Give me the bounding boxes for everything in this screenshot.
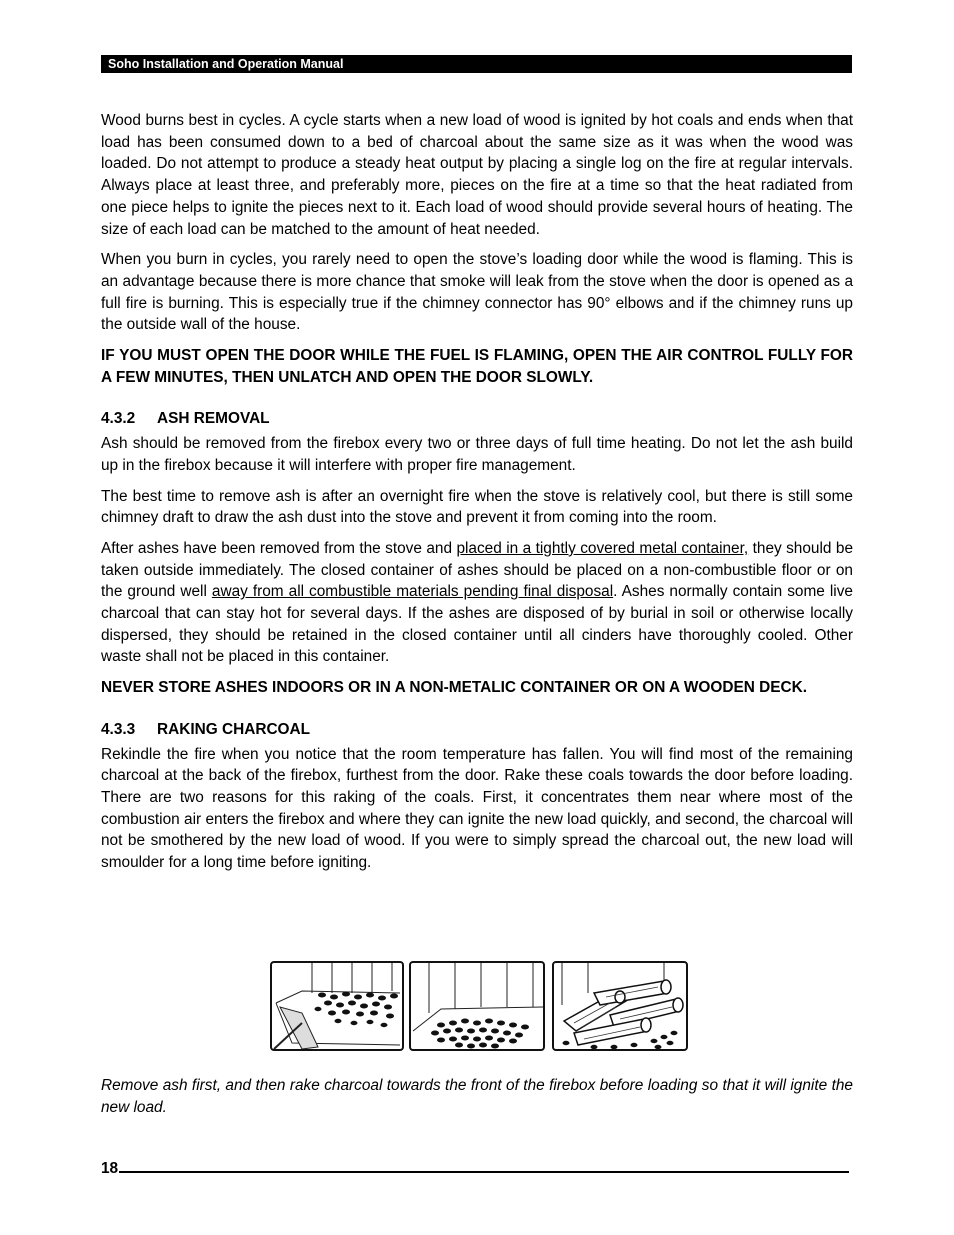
- text-run: . Ashes normally contain some live charcoal that can stay hot for several days. If the ashes are disposed of by burial in soil or otherwise locally dispersed, they should be retained in the closed container until all cinders have thoroughly cooled. Other waste shall not be placed in this container.: [101, 583, 853, 666]
- figure-ash-removal: [270, 961, 404, 1051]
- text-run: After ashes have been removed from the stove and: [101, 539, 457, 557]
- figure-new-load: [552, 961, 688, 1051]
- underlined-text: away from all combustible materials pending final disposal: [211, 583, 614, 601]
- warning-open-door: IF YOU MUST OPEN THE DOOR WHILE THE FUEL IS FLAMING, OPEN THE AIR CONTROL FULLY FOR A FEW MINUTES, THEN UNLATCH AND OPEN THE DOOR SLOWLY.: [101, 347, 853, 386]
- figure-raked-charcoal: [409, 961, 545, 1051]
- manual-title: Soho Installation and Operation Manual: [108, 57, 344, 71]
- heading-raking-charcoal: [101, 719, 853, 741]
- paragraph-burn-cycles: When you burn in cycles, you rarely need to open the stove’s loading door while the wood is flaming. This is an advantage because there is more chance that smoke will leak from the stove when the door is opened as a full fire is burning. This is especially true if the chimney connector has 90° elbows and if the chimney runs up the outside wall of the house.: [101, 251, 853, 334]
- heading-ash-removal: [101, 408, 853, 430]
- warning-ash-storage: NEVER STORE ASHES INDOORS OR IN A NON-METALIC CONTAINER OR ON A WOODEN DECK.: [101, 679, 807, 697]
- firebox-illustrations: [270, 961, 690, 1053]
- paragraph-ash-best-time: The best time to remove ash is after an overnight fire when the stove is relatively cool, but there is still some chimney draft to draw the ash dust into the stove and prevent it from coming into the room.: [101, 487, 853, 527]
- footer-rule: [119, 1157, 849, 1173]
- paragraph-raking: Rekindle the fire when you notice that the room temperature has fallen. You will find most of the remaining charcoal at the back of the firebox, furthest from the door. Rake these coals towards the door before loading. There are two reasons for this raking of the coals. First, it concentrates them near where most of the combustion air enters the firebox and where they can ignite the new load quickly, and second, the charcoal will not be smothered by the new load of wood. If you were to simply spread the charcoal out, the new load will smoulder for a long time before igniting.: [101, 745, 853, 872]
- page-number: 18: [101, 1160, 119, 1177]
- ash-removal-illustration: [272, 963, 402, 1049]
- paragraph-wood-cycles: Wood burns best in cycles. A cycle starts when a new load of wood is ignited by hot coals and ends when that load has been consumed down to a bed of charcoal about the same size as it was when the wood was loaded. Do not attempt to produce a steady heat output by placing a single log on the fire at regular intervals. Always place at least three, and preferably more, pieces on the fire at a time so that the heat radiated from one piece helps to ignite the pieces next to it. Each load of wood should provide several hours of heating. The size of each load can be matched to the amount of heat needed.: [101, 112, 853, 238]
- page-body: [101, 110, 853, 883]
- new-load-illustration: [554, 963, 686, 1049]
- paragraph-ash-disposal: [101, 538, 853, 668]
- raked-charcoal-illustration: [411, 963, 543, 1049]
- text-run: they should be taken outside immediately. The closed container of ashes should be placed on a non-combustible floor or on the ground well: [101, 539, 853, 601]
- section-number: 4.3.2: [101, 410, 136, 428]
- page-footer: [101, 1157, 853, 1180]
- paragraph-ash-frequency: Ash should be removed from the firebox every two or three days of full time heating. Do not let the ash build up in the firebox because it will interfere with proper fire management.: [101, 435, 853, 474]
- underlined-text: placed in a tightly covered metal container,: [456, 539, 749, 557]
- section-title: ASH REMOVAL: [157, 410, 270, 428]
- section-title: RAKING CHARCOAL: [157, 720, 311, 738]
- figure-caption: Remove ash first, and then rake charcoal towards the front of the firebox before loading so that it will ignite the new load.: [101, 1077, 853, 1116]
- section-number: 4.3.3: [101, 720, 136, 738]
- running-header: [101, 55, 852, 73]
